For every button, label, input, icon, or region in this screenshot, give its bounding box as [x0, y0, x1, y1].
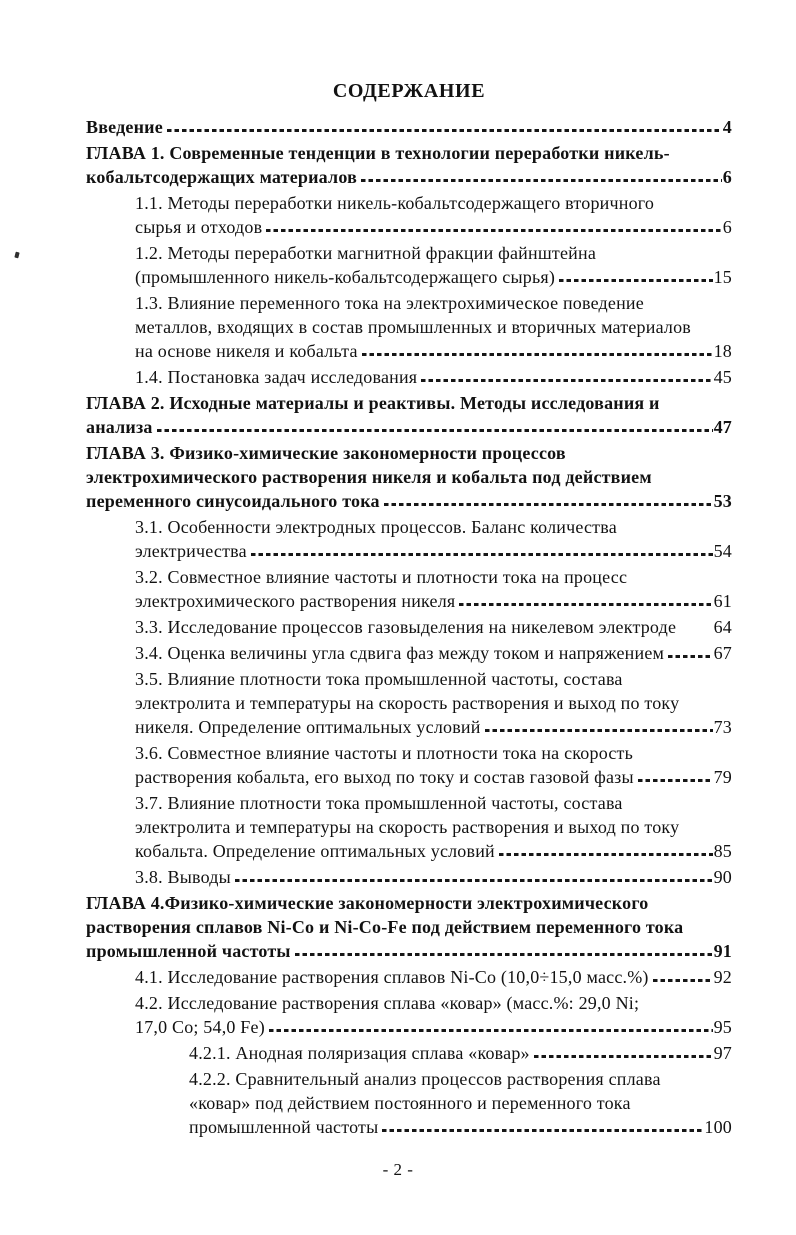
- toc-entry-text: 3.4. Оценка величины угла сдвига фаз между током и напряжением: [135, 643, 665, 663]
- toc-entry: [86, 241, 732, 289]
- page-number: 79: [713, 767, 732, 787]
- toc-line: 3.5. Влияние плотности тока промышленной частоты, состава: [135, 669, 623, 689]
- dash-leader: [559, 279, 713, 282]
- toc-entry-text: 3.3. Исследование процессов газовыделения на никелевом электроде: [135, 617, 677, 637]
- toc-entry-text: промышленной частоты: [189, 1117, 379, 1137]
- page-number: 100: [704, 1117, 732, 1137]
- toc-line-last: [135, 339, 732, 363]
- toc-line-last: [135, 539, 732, 563]
- toc-line-last: [135, 865, 732, 889]
- toc-line-last: [86, 165, 732, 189]
- toc-line-last: [189, 1041, 732, 1065]
- toc-entry: [86, 1067, 732, 1139]
- toc-entry-text: переменного синусоидального тока: [86, 491, 380, 511]
- toc-entry: [86, 291, 732, 363]
- toc-line-last: [86, 115, 732, 139]
- toc-entry: [86, 441, 732, 513]
- dash-leader: [499, 853, 713, 856]
- toc-line-last: [135, 615, 732, 639]
- toc-line: 4.2. Исследование растворения сплава «ковар» (масс.%: 29,0 Ni;: [135, 993, 640, 1013]
- toc-entry: [86, 365, 732, 389]
- toc-line: электролита и температуры на скорость растворения и выход по току: [135, 693, 680, 713]
- dash-leader: [235, 879, 713, 882]
- toc-line: 3.7. Влияние плотности тока промышленной частоты, состава: [135, 793, 623, 813]
- toc-line-last: [135, 641, 732, 665]
- toc-line: ГЛАВА 3. Физико-химические закономерности процессов: [86, 443, 566, 463]
- toc-line-last: [135, 589, 732, 613]
- toc-entry-text: 1.4. Постановка задач исследования: [135, 367, 418, 387]
- toc-entry-text: на основе никеля и кобальта: [135, 341, 358, 361]
- dash-leader: [295, 953, 713, 956]
- toc-entry-text: 4.2.1. Анодная поляризация сплава «ковар»: [189, 1043, 530, 1063]
- toc-line: металлов, входящих в состав промышленных и вторичных материалов: [135, 317, 692, 337]
- toc-line: 3.1. Особенности электродных процессов. Баланс количества: [135, 517, 617, 537]
- toc-entry-text: сырья и отходов: [135, 217, 263, 237]
- toc-entry: [86, 391, 732, 439]
- page-number: 73: [713, 717, 732, 737]
- toc-line-last: [135, 1015, 732, 1039]
- page-number: 18: [713, 341, 732, 361]
- page-number: 53: [713, 491, 732, 511]
- dash-leader: [653, 979, 713, 982]
- toc-entry-text: электричества: [135, 541, 247, 561]
- dash-leader: [638, 779, 713, 782]
- toc-entry: [86, 641, 732, 665]
- toc-entry: [86, 991, 732, 1039]
- page-title: СОДЕРЖАНИЕ: [332, 80, 486, 102]
- toc-entry-text: кобальтсодержащих материалов: [86, 167, 357, 187]
- toc-entry: [86, 965, 732, 989]
- toc-entry: [86, 141, 732, 189]
- toc-entry-text: (промышленного никель-кобальтсодержащего сырья): [135, 267, 556, 287]
- toc-line: «ковар» под действием постоянного и переменного тока: [189, 1093, 631, 1113]
- toc-entry-text: 4.1. Исследование растворения сплавов Ni-Co (10,0÷15,0 масс.%): [135, 967, 649, 987]
- page-number: 4: [722, 117, 732, 137]
- toc-line: ГЛАВА 4.Физико-химические закономерности электрохимического: [86, 893, 649, 913]
- page-number: 15: [713, 267, 732, 287]
- toc-entry-text: никеля. Определение оптимальных условий: [135, 717, 481, 737]
- dash-leader: [269, 1029, 713, 1032]
- toc-entry: [86, 791, 732, 863]
- toc-line-last: [135, 765, 732, 789]
- toc-line: 1.3. Влияние переменного тока на электрохимическое поведение: [135, 293, 644, 313]
- toc-line-last: [86, 415, 732, 439]
- toc-entry: [86, 865, 732, 889]
- dash-leader: [680, 629, 712, 632]
- page-number: 45: [713, 367, 732, 387]
- toc-line: электролита и температуры на скорость растворения и выход по току: [135, 817, 680, 837]
- toc-line: ГЛАВА 2. Исходные материалы и реактивы. Методы исследования и: [86, 393, 660, 413]
- dash-leader: [384, 503, 713, 506]
- page-number: 97: [713, 1043, 732, 1063]
- dash-leader: [485, 729, 713, 732]
- toc-line-last: [135, 965, 732, 989]
- toc-list: [86, 115, 732, 1139]
- toc-line-last: [86, 939, 732, 963]
- toc-line: 1.1. Методы переработки никель-кобальтсодержащего вторичного: [135, 193, 655, 213]
- toc-entry-text: 17,0 Co; 54,0 Fe): [135, 1017, 265, 1037]
- dash-leader: [266, 229, 722, 232]
- dash-leader: [534, 1055, 713, 1058]
- toc-line: электрохимического растворения никеля и кобальта под действием: [86, 467, 652, 487]
- toc-entry: [86, 667, 732, 739]
- toc-entry-text: кобальта. Определение оптимальных условий: [135, 841, 495, 861]
- toc-entry: [86, 191, 732, 239]
- toc-entry-text: 3.8. Выводы: [135, 867, 231, 887]
- toc-line-last: [135, 215, 732, 239]
- toc-line: 3.6. Совместное влияние частоты и плотности тока на скорость: [135, 743, 634, 763]
- page-number: 85: [713, 841, 732, 861]
- page-number: 64: [713, 617, 732, 637]
- toc-entry-text: растворения кобальта, его выход по току и состав газовой фазы: [135, 767, 634, 787]
- toc-line: 4.2.2. Сравнительный анализ процессов растворения сплава: [189, 1069, 661, 1089]
- toc-entry-text: Введение: [86, 117, 163, 137]
- toc-entry: [86, 615, 732, 639]
- dash-leader: [382, 1129, 703, 1132]
- toc-entry: [86, 741, 732, 789]
- dash-leader: [251, 553, 713, 556]
- dash-leader: [157, 429, 713, 432]
- dash-leader: [459, 603, 712, 606]
- dash-leader: [362, 353, 713, 356]
- page-number: 6: [722, 167, 732, 187]
- toc-entry: [86, 891, 732, 963]
- toc-line-last: [189, 1115, 732, 1139]
- toc-line-last: [135, 265, 732, 289]
- toc-entry-text: промышленной частоты: [86, 941, 291, 961]
- page-footer: - 2 -: [382, 1160, 414, 1179]
- dash-leader: [167, 129, 722, 132]
- toc-line-last: [135, 715, 732, 739]
- page-number: 67: [713, 643, 732, 663]
- toc-entry-text: анализа: [86, 417, 153, 437]
- toc-line-last: [135, 365, 732, 389]
- page-number: 61: [713, 591, 732, 611]
- toc-line: 3.2. Совместное влияние частоты и плотности тока на процесс: [135, 567, 628, 587]
- dash-leader: [668, 655, 712, 658]
- page-number: 47: [713, 417, 732, 437]
- toc-entry: [86, 1041, 732, 1065]
- toc-entry-text: электрохимического растворения никеля: [135, 591, 456, 611]
- toc-line-last: [135, 839, 732, 863]
- toc-line: растворения сплавов Ni-Co и Ni-Co-Fe под действием переменного тока: [86, 917, 684, 937]
- toc-line: ГЛАВА 1. Современные тенденции в технологии переработки никель-: [86, 143, 670, 163]
- dash-leader: [361, 179, 722, 182]
- page-number: 54: [713, 541, 732, 561]
- toc-entry: [86, 115, 732, 139]
- toc-entry: [86, 515, 732, 563]
- page-number: 6: [722, 217, 732, 237]
- page-number: 92: [713, 967, 732, 987]
- page-number: 95: [713, 1017, 732, 1037]
- page-number: 90: [713, 867, 732, 887]
- dash-leader: [421, 379, 712, 382]
- toc-entry: [86, 565, 732, 613]
- toc-line: 1.2. Методы переработки магнитной фракции файнштейна: [135, 243, 597, 263]
- page-number: 91: [713, 941, 732, 961]
- toc-line-last: [86, 489, 732, 513]
